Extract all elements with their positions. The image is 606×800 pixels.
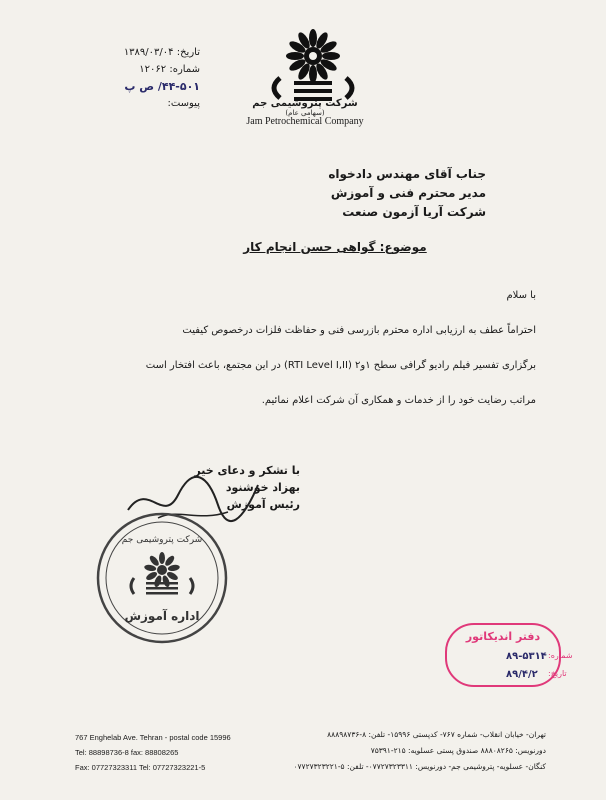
body-line-1: احتراماً عطف به ارزیابی اداره محترم بازرسی فنی و حفاظت فلزات درخصوص کیفیت xyxy=(182,325,536,336)
body-line-3: مراتب رضایت خود را از خدمات و همکاری آن شرکت اعلام نمائیم. xyxy=(261,395,536,406)
inbox-stamp-date-label: تاریخ: xyxy=(548,669,567,678)
inbox-stamp-date-value: ۸۹/۴/۲ xyxy=(506,669,538,680)
number-row xyxy=(30,61,200,78)
attachment-label: پیوست: xyxy=(167,98,200,109)
footer-fa-line-3: کنگان- عسلویه- پتروشیمی جم- دورنویس: ۰۷۷۲۷۳۲۳۳۱۱- تلفن: ۵-۰۷۷۲۷۳۲۳۲۲۱ xyxy=(293,762,546,771)
letter-subject: موضوع: گواهی حسن انجام کار xyxy=(243,240,427,254)
body-line-2: برگزاری تفسیر فیلم رادیو گرافی سطح ۱و۲ (RTI Level I,II) در این مجتمع، باعث افتخار است xyxy=(145,360,536,371)
greeting: با سلام xyxy=(506,290,536,301)
addressee-line-1: جناب آقای مهندس دادخواه xyxy=(328,167,486,181)
stamp-bottom-text: اداره آموزش xyxy=(124,609,200,623)
date-value: ۱۳۸۹/۰۳/۰۴ xyxy=(123,47,174,58)
inbox-register-stamp-icon xyxy=(444,622,573,688)
signature-line-3: رئیس آموزش xyxy=(226,498,300,511)
footer-english xyxy=(75,730,275,775)
company-subtitle-fa: (سهامی عام) xyxy=(285,109,325,117)
header-meta xyxy=(30,44,200,112)
company-name-fa xyxy=(240,98,370,117)
company-name-fa-text: شرکت پتروشیمی جم xyxy=(252,98,358,109)
addressee-line-2: مدیر محترم فنی و آموزش xyxy=(330,186,486,200)
signature-line-1: با تشکر و دعای خیر xyxy=(194,464,300,477)
date-row xyxy=(30,44,200,61)
footer-persian xyxy=(266,727,546,775)
footer-fa-line-1: تهران- خیابان انقلاب- شماره ۷۶۷- کدپستی ۱۵۹۹۶- تلفن: ۸-۸۸۸۹۸۷۳۶ xyxy=(327,730,546,739)
addressee-line-3: شرکت آریا آزمون صنعت xyxy=(342,205,486,219)
addressee-block xyxy=(236,165,486,222)
footer-en-fax: Fax: 07727323311 Tel: 07727323221-5 xyxy=(75,763,206,772)
date-label: تاریخ: xyxy=(176,47,200,58)
inbox-stamp-number-label: شماره: xyxy=(548,651,573,660)
handwritten-reference: ۴۴-۵۰۱/ ص پ xyxy=(124,80,200,93)
signature-line-2: بهزاد خوشنود xyxy=(225,481,300,494)
inbox-stamp-number-value: ۸۹-۵۳۱۴ xyxy=(506,651,547,662)
attachment-row xyxy=(30,95,200,112)
number-label: شماره: xyxy=(169,64,200,75)
footer-fa-line-2: دورنویس: ۸۸۸۰۸۲۶۵ صندوق پستی عسلویه: ۲۱۵-۷۵۳۹۱ xyxy=(370,746,546,755)
footer-en-tel: Tel: 88898736-8 fax: 88808265 xyxy=(75,748,179,757)
number-value: ۱۲۰۶۲ xyxy=(139,64,167,75)
inbox-stamp-title: دفتر اندیکاتور xyxy=(465,630,541,643)
training-office-stamp-icon xyxy=(92,508,232,648)
company-name-en: Jam Petrochemical Company xyxy=(246,116,364,127)
footer-en-address: 767 Enghelab Ave. Tehran - postal code 15996 xyxy=(75,733,231,742)
stamp-top-text: شرکت پتروشیمی جم xyxy=(121,535,203,545)
